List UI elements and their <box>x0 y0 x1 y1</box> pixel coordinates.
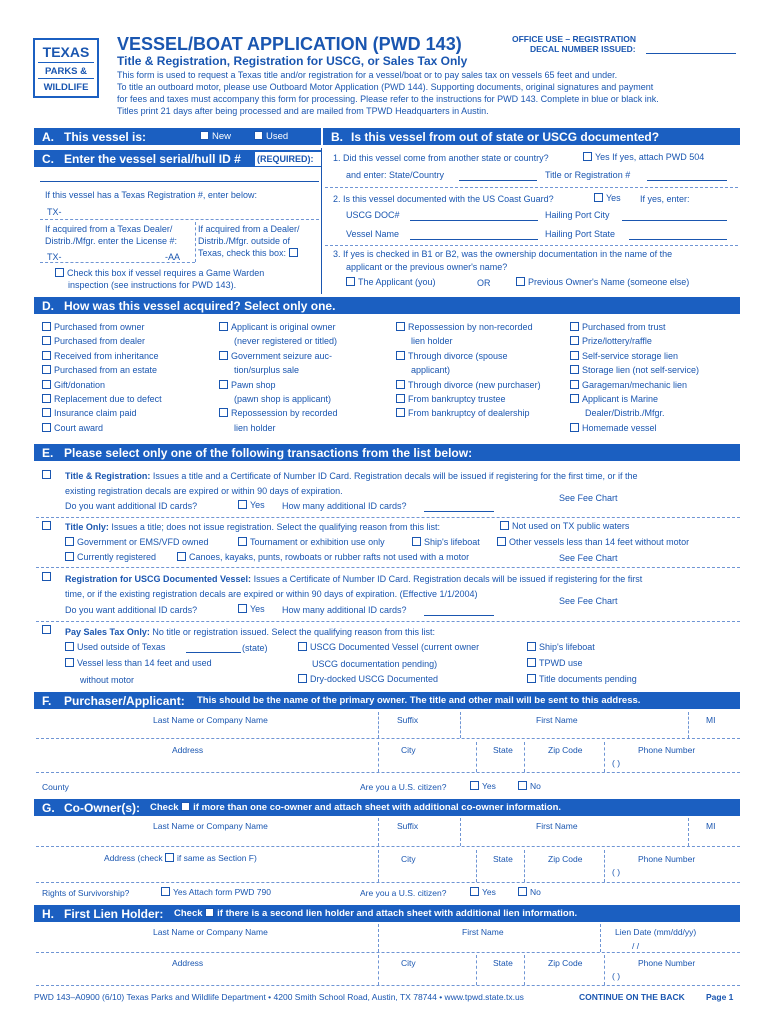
t4-line-1: Pay Sales Tax Only: No title or registration issued. Select the qualifying reason from this list: <box>65 627 436 637</box>
game-warden-checkbox[interactable] <box>55 268 64 277</box>
acquired-col4-item-3[interactable]: Storage lien (not self-service) <box>570 365 699 375</box>
acquired-col1-checkbox-2[interactable] <box>42 351 51 360</box>
acquired-col2-item-3: tion/surplus sale <box>234 365 300 376</box>
f-citizen-yes-checkbox[interactable] <box>470 781 479 790</box>
acquired-col2-item-7: lien holder <box>234 422 276 433</box>
acquired-col3-item-4[interactable]: Through divorce (new purchaser) <box>396 380 541 390</box>
footer-text: PWD 143–A0900 (6/10) Texas Parks and Wildlife Department • 4200 Smith School Road, Austin, TX 78744 • www.tpwd.state.tx.us <box>34 992 524 1002</box>
t2-reason-2[interactable]: Government or EMS/VFD owned <box>65 537 209 547</box>
form-subtitle: Title & Registration, Registration for USCG, or Sales Tax Only <box>117 54 468 68</box>
acquired-col4-checkbox-4[interactable] <box>570 380 579 389</box>
section-f-note: This should be the name of the primary owner. The title and other mail will be sent to this address. <box>197 695 641 706</box>
f-name-row[interactable] <box>36 738 740 739</box>
h-lien-date-field[interactable]: / / <box>632 941 640 951</box>
acquired-col2-checkbox-4[interactable] <box>219 380 228 389</box>
tx-registration-field[interactable] <box>40 219 319 220</box>
t1-id-cards-question: Do you want additional ID cards? <box>65 501 198 511</box>
t2-reason-4[interactable]: Ship's lifeboat <box>412 537 480 547</box>
b2-enter-label: If yes, enter: <box>640 194 690 204</box>
acquired-col1-item-2[interactable]: Received from inheritance <box>42 351 159 361</box>
oos-dealer-line-2: Distrib./Mfgr. outside of <box>198 236 291 246</box>
section-f-letter: F. <box>42 694 52 708</box>
f-address-label: Address <box>172 745 204 755</box>
tx-dealer-line-1: If acquired from a Texas Dealer/ <box>45 224 173 234</box>
f-citizen-yes[interactable]: Yes <box>470 781 496 791</box>
acquired-col2-item-1: (never registered or titled) <box>234 336 338 347</box>
acquired-col4-item-7[interactable]: Homemade vessel <box>570 423 657 433</box>
section-h-header <box>34 905 740 922</box>
t2-fee-chart-link[interactable]: See Fee Chart <box>559 553 618 563</box>
b-question-3: 3. If yes is checked in B1 or B2, was the ownership documentation in the name of the <box>333 249 673 259</box>
acquired-col3-item-0[interactable]: Repossession by non-recorded <box>396 322 533 332</box>
oos-dealer-option[interactable]: Texas, check this box: <box>198 248 301 258</box>
acquired-col1-checkbox-3[interactable] <box>42 365 51 374</box>
t4-reason-1-checkbox[interactable] <box>65 642 74 651</box>
section-a-title: This vessel is: <box>64 130 147 144</box>
acquired-col4-checkbox-5[interactable] <box>570 394 579 403</box>
g-city-label: City <box>401 854 416 864</box>
f-suffix-label: Suffix <box>397 715 419 725</box>
h-address-label: Address <box>172 958 204 968</box>
acquired-col2-item-6[interactable]: Repossession by recorded <box>219 408 338 418</box>
logo-line-3: WILDLIFE <box>43 82 89 93</box>
acquired-col3-item-5[interactable]: From bankruptcy trustee <box>396 394 506 404</box>
acquired-col4-item-0[interactable]: Purchased from trust <box>570 322 666 332</box>
h-phone-field[interactable]: ( ) <box>612 971 621 981</box>
g-same-address-checkbox[interactable] <box>165 853 174 862</box>
previous-owner-option[interactable]: Previous Owner's Name (someone else) <box>516 277 689 287</box>
acquired-col2-item-2[interactable]: Government seizure auc- <box>219 351 332 361</box>
h-name-row[interactable] <box>36 952 740 953</box>
oos-dealer-line-1: If acquired from a Dealer/ <box>198 224 300 234</box>
t2-reason-4-checkbox[interactable] <box>412 537 421 546</box>
b1-yes-option[interactable]: Yes If yes, attach PWD 504 <box>583 152 704 162</box>
intro-line-1: This form is used to request a Texas title and/or registration for a vessel/boat or to pay sales tax on vessels 65 feet and under. <box>117 70 618 80</box>
acquired-col4-item-6: Dealer/Distrib./Mfgr. <box>585 408 665 419</box>
t3-how-many-field[interactable] <box>424 615 494 616</box>
section-a-header <box>34 128 321 145</box>
g-rights-label: Rights of Survivorship? <box>42 888 130 898</box>
b1-yes-checkbox[interactable] <box>583 152 592 161</box>
section-g-header <box>34 799 740 816</box>
f-citizen-no[interactable]: No <box>518 781 541 791</box>
g-additional-checkbox[interactable] <box>181 802 190 811</box>
g-citizen-no[interactable]: No <box>518 887 541 897</box>
t4-reason-1[interactable]: Used outside of Texas <box>65 642 165 652</box>
t4-reason-2-checkbox[interactable] <box>298 642 307 651</box>
section-a-letter: A. <box>42 130 54 144</box>
section-d-title: How was this vessel acquired? Select only one. <box>64 299 336 313</box>
t3-fee-chart-link[interactable]: See Fee Chart <box>559 596 618 606</box>
title-only-option[interactable] <box>42 521 54 531</box>
section-c-letter: C. <box>42 152 54 166</box>
g-citizen-no-checkbox[interactable] <box>518 887 527 896</box>
sales-tax-checkbox[interactable] <box>42 625 51 634</box>
tx-prefix-1: TX- <box>47 207 62 217</box>
g-zip-label: Zip Code <box>548 854 583 864</box>
g-same-address-option[interactable]: Address (check if same as Section F) <box>104 853 257 863</box>
acquired-col4-checkbox-0[interactable] <box>570 322 579 331</box>
serial-hull-id-field[interactable] <box>40 181 319 182</box>
acquired-col3-checkbox-6[interactable] <box>396 408 405 417</box>
hailing-city-field[interactable] <box>622 220 727 221</box>
oos-dealer-checkbox[interactable] <box>289 248 298 257</box>
section-f-title: Purchaser/Applicant: <box>64 694 185 708</box>
t2-reason-1-checkbox[interactable] <box>500 521 509 530</box>
t4-reason-7-checkbox[interactable] <box>527 674 536 683</box>
t4-state-field[interactable] <box>186 652 241 653</box>
acquired-col1-item-0[interactable]: Purchased from owner <box>42 322 145 332</box>
g-phone-field[interactable]: ( ) <box>612 867 621 877</box>
g-suffix-label: Suffix <box>397 821 419 831</box>
section-g-letter: G. <box>42 801 55 815</box>
b2-yes-checkbox[interactable] <box>594 193 603 202</box>
page-number: Page 1 <box>706 992 734 1002</box>
acquired-col1-checkbox-7[interactable] <box>42 423 51 432</box>
t3-how-many-label: How many additional ID cards? <box>282 605 407 615</box>
form-title: VESSEL/BOAT APPLICATION (PWD 143) <box>117 34 462 54</box>
section-e-letter: E. <box>42 446 54 460</box>
acquired-col1-checkbox-6[interactable] <box>42 408 51 417</box>
acquired-col2-checkbox-6[interactable] <box>219 408 228 417</box>
acquired-col4-checkbox-2[interactable] <box>570 351 579 360</box>
t4-reason-4b: without motor <box>80 675 135 685</box>
acquired-col1-checkbox-0[interactable] <box>42 322 51 331</box>
acquired-col4-checkbox-7[interactable] <box>570 423 579 432</box>
g-phone-label: Phone Number <box>638 854 696 864</box>
acquired-col2-item-4[interactable]: Pawn shop <box>219 380 276 390</box>
section-b-header <box>323 128 740 145</box>
title-registration-option[interactable] <box>42 470 54 480</box>
t2-reason-3-checkbox[interactable] <box>238 537 247 546</box>
state-country-field[interactable] <box>459 180 537 181</box>
acquired-col3-item-2[interactable]: Through divorce (spouse <box>396 351 508 361</box>
section-h-letter: H. <box>42 907 54 921</box>
t3-yes-checkbox[interactable] <box>238 604 247 613</box>
acquired-col1-item-5[interactable]: Replacement due to defect <box>42 394 162 404</box>
acquired-col4-item-2[interactable]: Self-service storage lien <box>570 351 678 361</box>
t2-reason-1[interactable]: Not used on TX public waters <box>500 521 629 531</box>
intro-line-3: for fees and taxes must accompany this form for processing. Please refer to the instructions for PWD 143. Complete in blue or black ink. <box>117 94 659 104</box>
t1-line-2: existing registration decals are expired or within 90 days of expiration. <box>65 486 343 496</box>
t4-reason-2[interactable]: USCG Documented Vessel (current owner <box>298 642 479 652</box>
f-citizen-label: Are you a U.S. citizen? <box>360 782 447 792</box>
uscg-doc-label: USCG DOC# <box>346 210 400 220</box>
section-f-header <box>34 692 740 709</box>
t4-reason-4-checkbox[interactable] <box>65 658 74 667</box>
game-warden-option[interactable]: Check this box if vessel requires a Game Warden <box>55 268 264 278</box>
f-citizen-no-checkbox[interactable] <box>518 781 527 790</box>
acquired-col2-item-0[interactable]: Applicant is original owner <box>219 322 336 332</box>
g-mi-label: MI <box>706 821 716 831</box>
t1-line-1: Title & Registration: Issues a title and a Certificate of Number ID Card. Registration decals will be issued if registering for the first time, or if the <box>65 471 638 481</box>
title-registration-field[interactable] <box>647 180 727 181</box>
t2-reason-7[interactable]: Canoes, kayaks, punts, rowboats or rubber rafts not used with a motor <box>177 552 469 562</box>
aa-suffix: -AA <box>165 252 181 262</box>
t1-how-many-field[interactable] <box>424 511 494 512</box>
b2-yes-option[interactable]: Yes <box>594 193 621 203</box>
f-zip-label: Zip Code <box>548 745 583 755</box>
t2-line-1: Title Only: Issues a title; does not issue registration. Select the qualifying reason from this list: <box>65 522 441 532</box>
acquired-col2-item-5: (pawn shop is applicant) <box>234 394 332 404</box>
title-only-checkbox[interactable] <box>42 521 51 530</box>
sales-tax-option[interactable] <box>42 625 54 635</box>
acquired-col3-item-6[interactable]: From bankruptcy of dealership <box>396 408 530 418</box>
t4-state-label: (state) <box>242 643 268 653</box>
applicant-checkbox[interactable] <box>346 277 355 286</box>
section-e-header <box>34 444 740 461</box>
g-state-label: State <box>493 854 513 864</box>
t4-reason-3[interactable]: Ship's lifeboat <box>527 642 595 652</box>
acquired-col3-item-1: lien holder <box>411 336 453 347</box>
g-name-row[interactable] <box>36 846 740 847</box>
new-option[interactable]: New <box>200 131 231 142</box>
t2-reason-3[interactable]: Tournament or exhibition use only <box>238 537 385 547</box>
t4-reason-7[interactable]: Title documents pending <box>527 674 637 684</box>
acquired-col3-checkbox-4[interactable] <box>396 380 405 389</box>
vessel-name-label: Vessel Name <box>346 229 400 239</box>
acquired-col3-checkbox-0[interactable] <box>396 322 405 331</box>
acquired-col1-checkbox-1[interactable] <box>42 336 51 345</box>
f-first-name-label: First Name <box>536 715 578 725</box>
section-e-title: Please select only one of the following transactions from the list below: <box>64 446 473 460</box>
t2-reason-2-checkbox[interactable] <box>65 537 74 546</box>
f-address-row[interactable] <box>36 772 740 773</box>
uscg-doc-field[interactable] <box>410 220 538 221</box>
g-first-name-label: First Name <box>536 821 578 831</box>
h-zip-label: Zip Code <box>548 958 583 968</box>
dealer-license-field[interactable] <box>40 262 195 263</box>
hailing-state-field[interactable] <box>629 239 727 240</box>
t4-reason-5-checkbox[interactable] <box>298 674 307 683</box>
h-second-lien-option[interactable]: Check if there is a second lien holder and attach sheet with additional lien information. <box>174 908 578 919</box>
acquired-col4-item-5[interactable]: Applicant is Marine <box>570 394 658 404</box>
uscg-registration-checkbox[interactable] <box>42 572 51 581</box>
t2-reason-6[interactable]: Currently registered <box>65 552 156 562</box>
applicant-option[interactable]: The Applicant (you) <box>346 277 436 287</box>
t2-reason-6-checkbox[interactable] <box>65 552 74 561</box>
acquired-col1-checkbox-4[interactable] <box>42 380 51 389</box>
g-additional-co-owner[interactable]: Check if more than one co-owner and attach sheet with additional co-owner information. <box>150 802 562 813</box>
h-second-lien-checkbox[interactable] <box>205 908 214 917</box>
f-state-label: State <box>493 745 513 755</box>
acquired-col1-checkbox-5[interactable] <box>42 394 51 403</box>
g-rights-yes-checkbox[interactable] <box>161 887 170 896</box>
t4-reason-2b: USCG documentation pending) <box>312 659 438 669</box>
acquired-col1-item-1[interactable]: Purchased from dealer <box>42 336 145 346</box>
acquired-col3-checkbox-5[interactable] <box>396 394 405 403</box>
section-b-title: Is this vessel from out of state or USCG documented? <box>351 130 660 144</box>
tx-dealer-line-2: Distrib./Mfgr. enter the License #: <box>45 236 178 246</box>
title-registration-checkbox[interactable] <box>42 470 51 479</box>
acquired-col4-item-4[interactable]: Garageman/mechanic lien <box>570 380 687 390</box>
g-rights-yes[interactable]: Yes Attach form PWD 790 <box>161 887 271 897</box>
b-question-2: 2. Is this vessel documented with the US Coast Guard? <box>333 194 554 204</box>
f-city-label: City <box>401 745 416 755</box>
t3-line-1: Registration for USCG Documented Vessel: Issues a Certificate of Number ID Card. Registration decals will be issued if registering for the first <box>65 574 643 584</box>
tx-registration-label: If this vessel has a Texas Registration #, enter below: <box>45 190 257 200</box>
hailing-state-label: Hailing Port State <box>545 229 616 239</box>
b1-state-label: and enter: State/Country <box>346 170 445 180</box>
acquired-col1-item-3[interactable]: Purchased from an estate <box>42 365 157 375</box>
g-citizen-yes[interactable]: Yes <box>470 887 496 897</box>
decal-number-field[interactable] <box>646 53 736 54</box>
t1-fee-chart-link[interactable]: See Fee Chart <box>559 493 618 503</box>
h-phone-label: Phone Number <box>638 958 696 968</box>
acquired-col1-item-6[interactable]: Insurance claim paid <box>42 408 137 418</box>
intro-line-2: To title an outboard motor, please use Outboard Motor Application (PWD 144). Supporting documents, original signatures and payment <box>117 82 654 92</box>
t2-reason-5[interactable]: Other vessels less than 14 feet without motor <box>497 537 689 547</box>
section-c-title: Enter the vessel serial/hull ID # <box>64 152 241 166</box>
acquired-col1-item-4[interactable]: Gift/donation <box>42 380 105 390</box>
f-phone-field[interactable]: ( ) <box>612 758 621 768</box>
acquired-col3-item-3: applicant) <box>411 365 451 376</box>
acquired-col2-checkbox-2[interactable] <box>219 351 228 360</box>
t4-reason-3-checkbox[interactable] <box>527 642 536 651</box>
vessel-name-field[interactable] <box>410 239 538 240</box>
acquired-col4-item-1[interactable]: Prize/lottery/raffle <box>570 336 652 346</box>
continue-on-back: CONTINUE ON THE BACK <box>579 992 685 1002</box>
acquired-col1-item-7[interactable]: Court award <box>42 423 103 433</box>
h-lien-date-label: Lien Date (mm/dd/yy) <box>615 927 697 937</box>
t3-yes-option[interactable]: Yes <box>238 604 265 614</box>
t3-id-cards-question: Do you want additional ID cards? <box>65 605 198 615</box>
f-county-label: County <box>42 782 69 792</box>
t4-reason-6[interactable]: TPWD use <box>527 658 583 668</box>
t4-reason-6-checkbox[interactable] <box>527 658 536 667</box>
t4-reason-5[interactable]: Dry-docked USCG Documented <box>298 674 438 684</box>
logo-line-1: TEXAS <box>42 44 90 60</box>
h-first-name-label: First Name <box>462 927 504 937</box>
h-city-label: City <box>401 958 416 968</box>
section-d-header <box>34 297 740 314</box>
t3-line-2: time, or if the existing registration decals are expired or within 90 days of expiration. (Effective 1/1/2004) <box>65 589 478 599</box>
new-checkbox[interactable] <box>200 131 209 140</box>
acquired-col4-checkbox-3[interactable] <box>570 365 579 374</box>
hailing-city-label: Hailing Port City <box>545 210 610 220</box>
previous-owner-checkbox[interactable] <box>516 277 525 286</box>
t2-reason-7-checkbox[interactable] <box>177 552 186 561</box>
section-b-letter: B. <box>331 130 343 144</box>
f-last-name-label: Last Name or Company Name <box>153 715 268 725</box>
t4-reason-4[interactable]: Vessel less than 14 feet and used <box>65 658 212 668</box>
acquired-col2-checkbox-0[interactable] <box>219 322 228 331</box>
acquired-col3-checkbox-2[interactable] <box>396 351 405 360</box>
f-mi-label: MI <box>706 715 716 725</box>
section-h-title: First Lien Holder: <box>64 907 164 921</box>
h-address-row[interactable] <box>36 985 740 986</box>
t1-yes-checkbox[interactable] <box>238 500 247 509</box>
b-question-1: 1. Did this vessel come from another state or country? <box>333 153 549 163</box>
g-last-name-label: Last Name or Company Name <box>153 821 268 831</box>
b-question-3b: applicant or the previous owner's name? <box>346 262 508 272</box>
t2-reason-5-checkbox[interactable] <box>497 537 506 546</box>
t1-yes-option[interactable]: Yes <box>238 500 265 510</box>
logo-line-2: PARKS & <box>44 66 88 77</box>
used-checkbox[interactable] <box>254 131 263 140</box>
section-g-title: Co-Owner(s): <box>64 801 140 815</box>
tx-prefix-2: TX- <box>47 252 62 262</box>
f-phone-label: Phone Number <box>638 745 696 755</box>
intro-line-4: Titles print 21 days after being processed and are mailed from TPWD Headquarters in Austin. <box>117 106 489 116</box>
acquired-col4-checkbox-1[interactable] <box>570 336 579 345</box>
h-last-name-label: Last Name or Company Name <box>153 927 268 937</box>
or-label: OR <box>477 278 491 288</box>
office-use-label: OFFICE USE – REGISTRATION <box>512 34 637 44</box>
used-option[interactable]: Used <box>254 131 288 142</box>
g-address-row[interactable] <box>36 882 740 883</box>
g-citizen-label: Are you a U.S. citizen? <box>360 888 447 898</box>
section-d-letter: D. <box>42 299 54 313</box>
required-label: (REQUIRED): <box>255 152 321 166</box>
tpwd-logo <box>33 38 99 98</box>
decal-label: DECAL NUMBER ISSUED: <box>530 44 636 54</box>
uscg-registration-option[interactable] <box>42 572 54 582</box>
t1-how-many-label: How many additional ID cards? <box>282 501 407 511</box>
game-warden-line-2: inspection (see instructions for PWD 143). <box>68 280 237 290</box>
h-state-label: State <box>493 958 513 968</box>
g-citizen-yes-checkbox[interactable] <box>470 887 479 896</box>
b1-title-label: Title or Registration # <box>545 170 631 180</box>
